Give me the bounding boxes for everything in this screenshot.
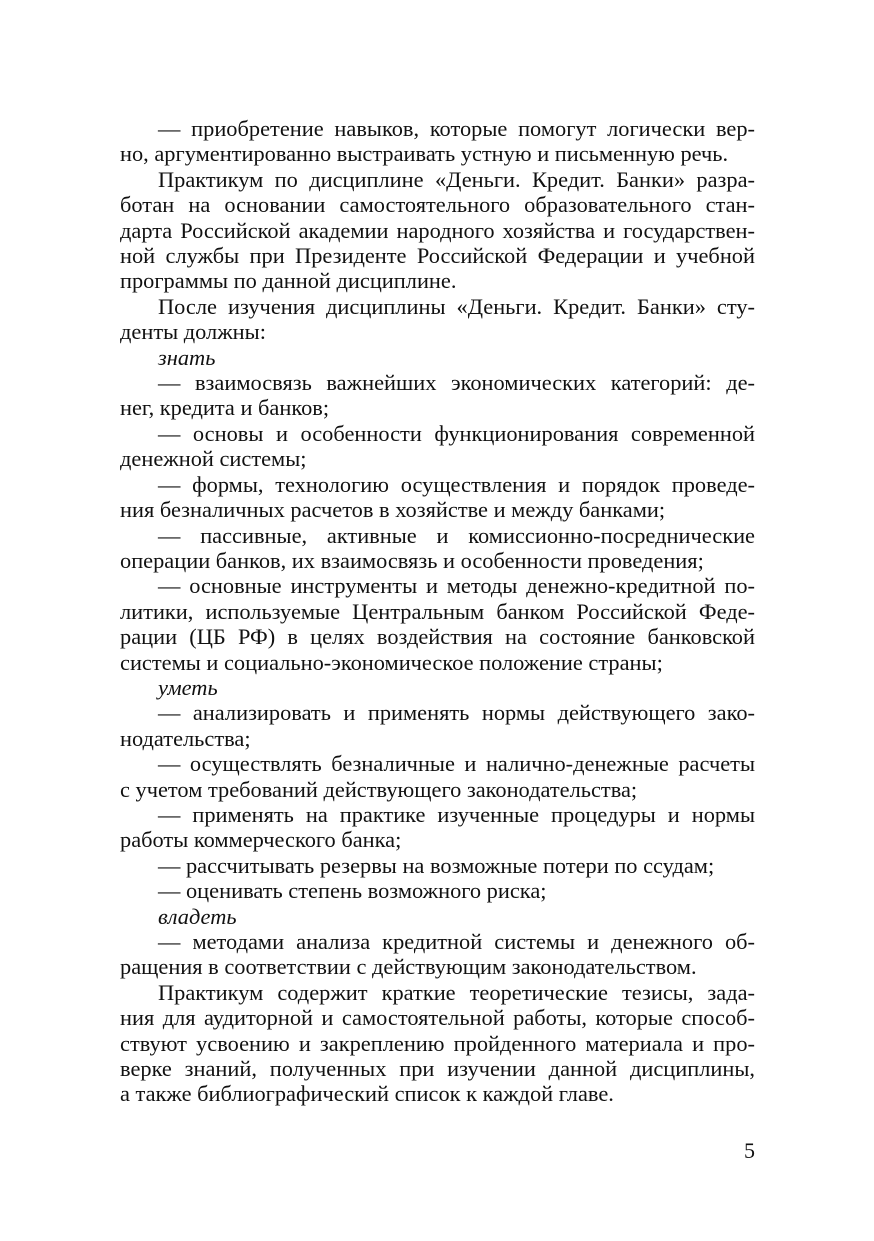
text-line: но, аргументированно выстраивать устную и письменную речь. (120, 141, 729, 167)
text-line: — основные инструменты и методы денежно-кредитной по- (158, 573, 755, 599)
text-line: а также библиографический список к каждой главе. (120, 1081, 614, 1107)
text-line: — взаимосвязь важнейших экономических категорий: де- (158, 370, 755, 396)
text-line: ботан на основании самостоятельного образовательного стан- (120, 192, 755, 218)
text-line: Практикум содержит краткие теоретические тезисы, зада- (158, 979, 755, 1005)
text-line: нодательства; (120, 725, 251, 751)
page-number: 5 (744, 1138, 755, 1163)
text-line: рации (ЦБ РФ) в целях воздействия на состояние банковской (120, 624, 755, 650)
text-line: — рассчитывать резервы на возможные потери по ссудам; (158, 852, 715, 878)
text-line: нег, кредита и банков; (120, 395, 330, 421)
text-line: — применять на практике изученные процедуры и нормы (158, 801, 755, 827)
text-line: операции банков, их взаимосвязь и особенности проведения; (120, 547, 704, 573)
section-label-can: уметь (158, 674, 218, 700)
text-line: с учетом требований действующего законодательства; (120, 776, 638, 802)
text-line: ния для аудиторной и самостоятельной работы, которые способ- (120, 1005, 755, 1031)
text-line: денты должны: (120, 319, 266, 345)
text-line: программы по данной дисциплине. (120, 268, 457, 294)
text-line: дарта Российской академии народного хозяйства и государствен- (120, 217, 755, 243)
text-line: — анализировать и применять нормы действующего зако- (158, 700, 755, 726)
text-line: литики, используемые Центральным банком Российской Феде- (120, 598, 755, 624)
text-line: денежной системы; (120, 446, 307, 472)
text-line: ной службы при Президенте Российской Федерации и учебной (120, 243, 755, 269)
text-line: — приобретение навыков, которые помогут логически вер- (158, 116, 755, 141)
page-body (120, 116, 755, 1107)
text-line: — методами анализа кредитной системы и денежного об- (158, 929, 755, 954)
text-line: — осуществлять безналичные и налично-денежные расчеты (158, 751, 755, 777)
text-line: После изучения дисциплины «Деньги. Кредит. Банки» сту- (158, 293, 755, 319)
text-line: — основы и особенности функционирования современной (158, 420, 755, 446)
text-line: Практикум по дисциплине «Деньги. Кредит. Банки» разра- (158, 166, 755, 192)
text-line: — формы, технологию осуществления и порядок проведе- (158, 471, 755, 497)
text-line: ния безналичных расчетов в хозяйстве и между банками; (120, 497, 666, 523)
text-line: ращения в соответствии с действующим законодательством. (120, 954, 697, 980)
text-line: верке знаний, полученных при изучении данной дисциплины, (120, 1056, 755, 1082)
text-line: — пассивные, активные и комиссионно-посреднические (158, 522, 755, 548)
text-line: — оценивать степень возможного риска; (158, 878, 547, 904)
text-line: работы коммерческого банка; (120, 827, 402, 853)
text-line: ствуют усвоению и закреплению пройденного материала и про- (120, 1030, 755, 1056)
section-label-know: знать (158, 344, 216, 370)
section-label-master: владеть (158, 903, 237, 929)
text-line: системы и социально-экономическое положение страны; (120, 649, 663, 675)
